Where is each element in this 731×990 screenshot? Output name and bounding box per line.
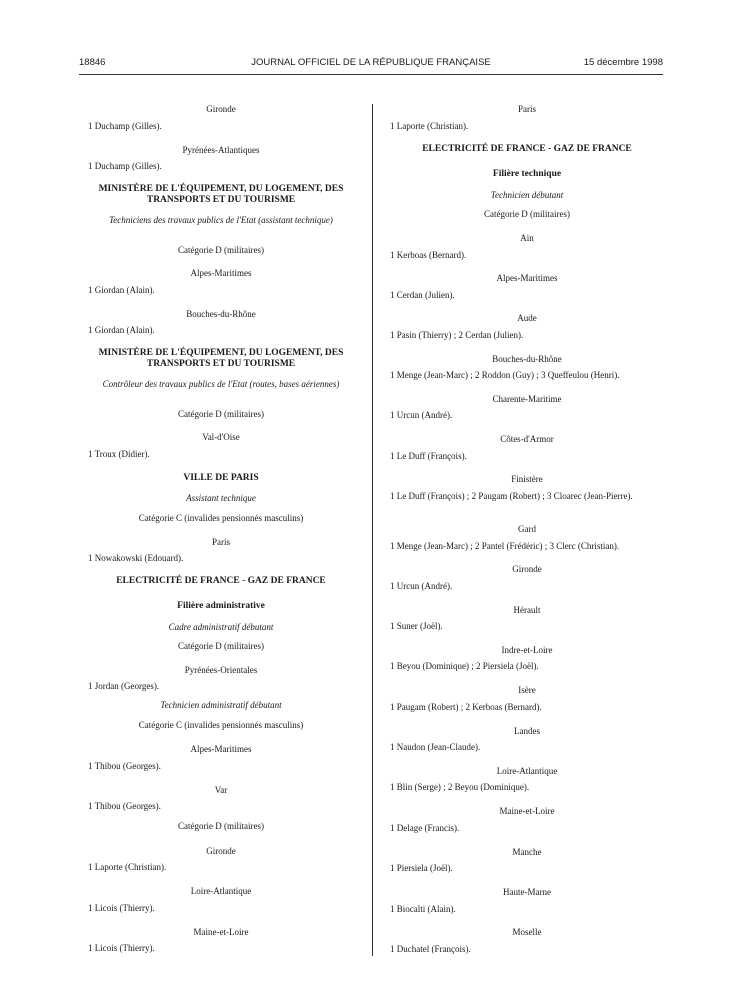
region-heading: Maine-et-Loire [499, 806, 555, 816]
entry-line: 1 Le Duff (François). [390, 451, 467, 461]
ministry-heading: MINISTÈRE DE L'ÉQUIPEMENT, DU LOGEMENT, DES TRANSPORTS ET DU TOURISME [98, 184, 344, 205]
region-heading: Côtes-d'Armor [500, 434, 554, 444]
grade-title: Assistant technique [186, 493, 256, 503]
entry-line: 1 Urcun (André). [390, 410, 453, 420]
region-heading: Maine-et-Loire [193, 927, 249, 937]
entry-line: 1 Duchamp (Gilles). [88, 161, 162, 171]
grade-title: Technicien administratif débutant [160, 700, 282, 710]
region-heading: Indre-et-Loire [501, 645, 553, 655]
entry-line: 1 Laporte (Christian). [390, 121, 469, 131]
category-line: Catégorie D (militaires) [178, 245, 264, 255]
ministry-heading: ELECTRICITÉ DE FRANCE - GAZ DE FRANCE [422, 144, 632, 154]
region-heading: Loire-Atlantique [496, 766, 558, 776]
entry-line: 1 Suner (Joël). [390, 621, 443, 631]
entry-line: 1 Beyou (Dominique) ; 2 Piersiela (Joël). [390, 661, 539, 671]
region-heading: Var [214, 785, 228, 795]
entry-line: 1 Menge (Jean-Marc) ; 2 Roddon (Guy) ; 3 Queffeulou (Henri). [390, 370, 620, 380]
region-heading: Val-d'Oise [202, 432, 240, 442]
region-heading: Alpes-Maritimes [190, 268, 252, 278]
grade-title: Techniciens des travaux publics de l'Etat (assistant technique) [109, 215, 333, 225]
region-heading: Gironde [206, 104, 236, 114]
entry-line: 1 Jordan (Georges). [88, 681, 160, 691]
journal-title: JOURNAL OFFICIEL DE LA RÉPUBLIQUE FRANÇAISE [251, 57, 491, 68]
region-heading: Manche [512, 847, 542, 857]
issue-date: 15 décembre 1998 [583, 57, 663, 68]
region-heading: Ain [520, 233, 534, 243]
entry-line: 1 Menge (Jean-Marc) ; 2 Pantel (Frédéric) ; 3 Clerc (Christian). [390, 541, 620, 551]
entry-line: 1 Licois (Thierry). [88, 943, 155, 953]
entry-line: 1 Giordan (Alain). [88, 325, 155, 335]
grade-title: Technicien débutant [490, 190, 564, 200]
category-line: Catégorie D (militaires) [484, 209, 570, 219]
category-line: Catégorie D (militaires) [178, 409, 264, 419]
region-heading: Charente-Maritime [492, 394, 562, 404]
entry-line: 1 Thibou (Georges). [88, 761, 161, 771]
region-heading: Alpes-Maritimes [190, 744, 252, 754]
region-heading: Pyrénées-Orientales [184, 665, 258, 675]
entry-line: 1 Nowakowski (Edouard). [88, 553, 184, 563]
region-heading: Paris [212, 537, 230, 547]
entry-line: 1 Duchamp (Gilles). [88, 121, 162, 131]
header-rule [79, 74, 663, 75]
filiere-heading: Filière administrative [177, 601, 265, 611]
entry-line: 1 Cerdan (Julien). [390, 290, 455, 300]
entry-line: 1 Giordan (Alain). [88, 285, 155, 295]
ministry-heading: VILLE DE PARIS [183, 473, 259, 483]
region-heading: Loire-Atlantique [190, 886, 252, 896]
grade-title: Contrôleur des travaux publics de l'Etat (routes, bases aériennes) [102, 379, 340, 389]
region-heading: Haute-Marne [503, 887, 551, 897]
entry-line: 1 Naudon (Jean-Claude). [390, 742, 481, 752]
region-heading: Hérault [513, 605, 541, 615]
grade-title: Cadre administratif débutant [168, 622, 274, 632]
entry-line: 1 Paugam (Robert) ; 2 Kerboas (Bernard). [390, 702, 542, 712]
region-heading: Alpes-Maritimes [496, 273, 558, 283]
entry-line: 1 Thibou (Georges). [88, 801, 161, 811]
entry-line: 1 Pasin (Thierry) ; 2 Cerdan (Julien). [390, 330, 524, 340]
entry-line: 1 Blin (Serge) ; 2 Beyou (Dominique). [390, 782, 530, 792]
column-divider [372, 104, 373, 956]
ministry-heading: ELECTRICITÉ DE FRANCE - GAZ DE FRANCE [116, 576, 326, 586]
entry-line: 1 Licois (Thierry). [88, 903, 155, 913]
region-heading: Bouches-du-Rhône [492, 354, 562, 364]
region-heading: Gironde [512, 564, 542, 574]
region-heading: Pyrénées-Atlantiques [182, 145, 260, 155]
region-heading: Moselle [512, 927, 542, 937]
category-line: Catégorie C (invalides pensionnés masculins) [138, 720, 304, 730]
page-header [79, 57, 663, 71]
category-line: Catégorie C (invalides pensionnés masculins) [138, 513, 304, 523]
entry-line: 1 Duchatel (François). [390, 944, 471, 954]
region-heading: Paris [518, 104, 536, 114]
entry-line: 1 Troux (Didier). [88, 449, 150, 459]
entry-line: 1 Piersiela (Joël). [390, 863, 453, 873]
region-heading: Gard [518, 524, 536, 534]
entry-line: 1 Urcun (André). [390, 581, 453, 591]
filiere-heading: Filière technique [492, 169, 562, 179]
region-heading: Landes [514, 726, 540, 736]
entry-line: 1 Laporte (Christian). [88, 862, 167, 872]
region-heading: Bouches-du-Rhône [186, 309, 256, 319]
category-line: Catégorie D (militaires) [178, 641, 264, 651]
region-heading: Aude [517, 313, 537, 323]
entry-line: 1 Kerboas (Bernard). [390, 250, 467, 260]
ministry-heading: MINISTÈRE DE L'ÉQUIPEMENT, DU LOGEMENT, DES TRANSPORTS ET DU TOURISME [98, 348, 344, 369]
region-heading: Isère [518, 685, 536, 695]
page-number: 18846 [79, 57, 106, 68]
entry-line: 1 Biocalti (Alain). [390, 904, 456, 914]
region-heading: Gironde [206, 846, 236, 856]
entry-line: 1 Le Duff (François) ; 2 Paugam (Robert) ; 3 Cloarec (Jean-Pierre). [390, 491, 633, 501]
entry-line: 1 Delage (Francis). [390, 823, 460, 833]
region-heading: Finistère [511, 474, 543, 484]
category-line: Catégorie D (militaires) [178, 821, 264, 831]
